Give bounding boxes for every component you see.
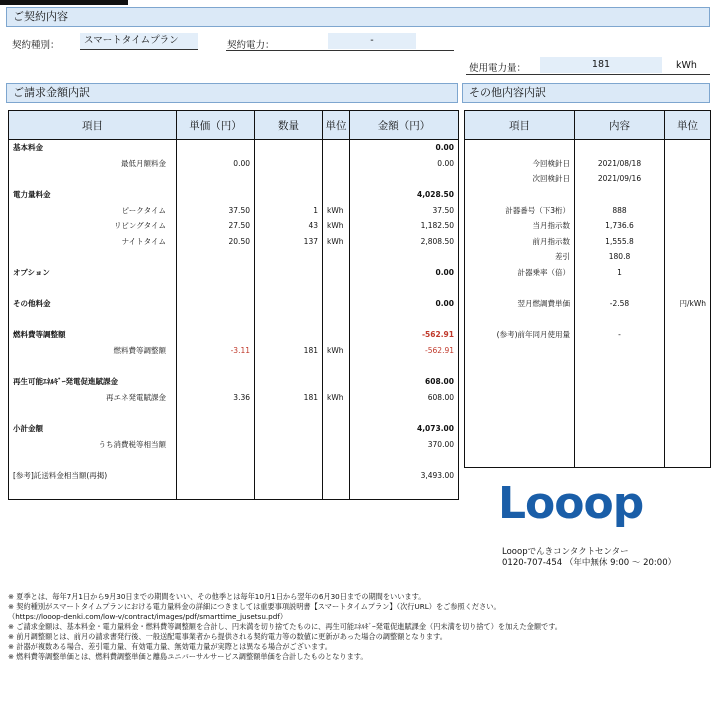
footnote-line: ※ 燃料費等調整単価とは、燃料費調整単価と離島ユニバーサルサービス調整額単価を合計したものとなります。	[8, 652, 368, 661]
billing-unit-cell	[323, 405, 350, 421]
footnote-line: ※ 契約種別がスマートタイムプランにおける電力量料金の詳細につきましては重要事項説明書【スマートタイムプラン】（次行URL）をご参照ください。	[8, 602, 501, 611]
other-unit-cell	[665, 280, 711, 296]
other-value-cell	[575, 436, 665, 452]
billing-unit-cell: kWh	[323, 218, 350, 234]
other-row	[465, 343, 711, 359]
other-col-value-header: 内容	[575, 111, 665, 140]
billing-amount-cell	[350, 249, 459, 265]
other-row	[465, 436, 711, 452]
billing-item-cell: ナイトタイム	[9, 234, 177, 250]
billing-amount-cell	[350, 452, 459, 468]
billing-header-row	[9, 111, 459, 140]
billing-row	[9, 312, 459, 328]
other-item-cell	[465, 421, 575, 437]
billing-table	[8, 110, 459, 500]
billing-item-cell: その他料金	[9, 296, 177, 312]
other-item-cell	[465, 405, 575, 421]
other-unit-cell	[665, 234, 711, 250]
other-row	[465, 358, 711, 374]
billing-row	[9, 483, 459, 499]
other-value-cell	[575, 421, 665, 437]
billing-price-cell: 27.50	[177, 218, 255, 234]
other-value-cell	[575, 374, 665, 390]
billing-qty-cell: 181	[255, 390, 323, 406]
billing-price-cell	[177, 327, 255, 343]
other-unit-cell: 円/kWh	[665, 296, 711, 312]
billing-amount-cell: 4,073.00	[350, 421, 459, 437]
other-unit-cell	[665, 312, 711, 328]
billing-price-cell: 20.50	[177, 234, 255, 250]
billing-item-cell: 基本料金	[9, 140, 177, 156]
other-item-cell	[465, 140, 575, 156]
contract-power-label: 契約電力：	[227, 40, 275, 51]
billing-item-cell: オプション	[9, 265, 177, 281]
billing-item-cell: うち消費税等相当額	[9, 436, 177, 452]
billing-unit-cell	[323, 249, 350, 265]
billing-unit-cell: kWh	[323, 390, 350, 406]
col-qty-header: 数量	[255, 111, 323, 140]
billing-unit-cell: kWh	[323, 343, 350, 359]
billing-amount-cell: 1,182.50	[350, 218, 459, 234]
other-header-row	[465, 111, 711, 140]
billing-price-cell: 0.00	[177, 156, 255, 172]
other-item-cell	[465, 280, 575, 296]
billing-qty-cell	[255, 312, 323, 328]
billing-qty-cell	[255, 296, 323, 312]
other-unit-cell	[665, 265, 711, 281]
other-row	[465, 390, 711, 406]
billing-qty-cell	[255, 467, 323, 483]
billing-amount-cell: 3,493.00	[350, 467, 459, 483]
other-row	[465, 234, 711, 250]
other-value-cell	[575, 358, 665, 374]
billing-qty-cell	[255, 187, 323, 203]
other-unit-cell	[665, 390, 711, 406]
billing-amount-cell	[350, 171, 459, 187]
billing-price-cell	[177, 467, 255, 483]
billing-qty-cell: 1	[255, 202, 323, 218]
billing-qty-cell	[255, 140, 323, 156]
billing-price-cell	[177, 452, 255, 468]
billing-price-cell	[177, 140, 255, 156]
billing-price-cell	[177, 171, 255, 187]
billing-qty-cell	[255, 171, 323, 187]
billing-amount-cell: 0.00	[350, 140, 459, 156]
other-value-cell: -	[575, 327, 665, 343]
other-value-cell: -2.58	[575, 296, 665, 312]
billing-row	[9, 218, 459, 234]
billing-price-cell	[177, 483, 255, 499]
billing-row	[9, 171, 459, 187]
billing-row	[9, 405, 459, 421]
other-value-cell: 888	[575, 202, 665, 218]
billing-qty-cell	[255, 358, 323, 374]
other-row	[465, 296, 711, 312]
billing-unit-cell	[323, 421, 350, 437]
billing-row	[9, 249, 459, 265]
other-table	[464, 110, 711, 468]
billing-price-cell: 3.36	[177, 390, 255, 406]
billing-unit-cell: kWh	[323, 202, 350, 218]
footnote-line: ※ 計器が複数ある場合、差引電力量、有効電力量、無効電力量が実際とは異なる場合がございます。	[8, 642, 332, 651]
other-unit-cell	[665, 202, 711, 218]
other-item-cell	[465, 187, 575, 203]
other-item-cell: 計器乗率（倍）	[465, 265, 575, 281]
billing-amount-cell: 0.00	[350, 156, 459, 172]
billing-amount-cell: 608.00	[350, 390, 459, 406]
other-unit-cell	[665, 405, 711, 421]
other-row	[465, 312, 711, 328]
billing-row	[9, 140, 459, 156]
other-item-cell: 当月指示数	[465, 218, 575, 234]
other-value-cell: 1	[575, 265, 665, 281]
billing-unit-cell	[323, 483, 350, 499]
billing-price-cell	[177, 358, 255, 374]
billing-item-cell: 最低月額料金	[9, 156, 177, 172]
other-item-cell: 前月指示数	[465, 234, 575, 250]
other-unit-cell	[665, 156, 711, 172]
billing-qty-cell	[255, 249, 323, 265]
billing-amount-cell: 0.00	[350, 296, 459, 312]
usage-value: 181	[540, 57, 662, 73]
billing-row	[9, 187, 459, 203]
other-item-cell	[465, 390, 575, 406]
billing-item-cell	[9, 171, 177, 187]
billing-row	[9, 296, 459, 312]
other-row	[465, 405, 711, 421]
billing-item-cell: 燃料費等調整額	[9, 327, 177, 343]
other-unit-cell	[665, 187, 711, 203]
contract-power-underline	[226, 49, 454, 51]
billing-amount-cell	[350, 358, 459, 374]
other-value-cell: 2021/08/18	[575, 156, 665, 172]
other-value-cell	[575, 187, 665, 203]
billing-price-cell: -3.11	[177, 343, 255, 359]
billing-price-cell: 37.50	[177, 202, 255, 218]
billing-price-cell	[177, 436, 255, 452]
billing-item-cell	[9, 358, 177, 374]
billing-item-cell: 小計金額	[9, 421, 177, 437]
contract-type-value: スマートタイムプラン	[80, 33, 198, 50]
other-row	[465, 171, 711, 187]
usage-label: 使用電力量：	[469, 63, 527, 74]
other-value-cell	[575, 140, 665, 156]
other-row	[465, 265, 711, 281]
other-value-cell	[575, 280, 665, 296]
billing-amount-cell	[350, 280, 459, 296]
billing-unit-cell	[323, 312, 350, 328]
contract-section-title: ご契約内容	[13, 10, 68, 23]
billing-unit-cell	[323, 327, 350, 343]
other-row	[465, 202, 711, 218]
billing-qty-cell	[255, 421, 323, 437]
billing-unit-cell	[323, 467, 350, 483]
billing-section-title: ご請求金額内訳	[13, 86, 90, 99]
other-item-cell	[465, 312, 575, 328]
billing-row	[9, 280, 459, 296]
billing-row	[9, 358, 459, 374]
billing-qty-cell	[255, 156, 323, 172]
other-unit-cell	[665, 171, 711, 187]
other-unit-cell	[665, 358, 711, 374]
billing-row	[9, 202, 459, 218]
billing-unit-cell	[323, 265, 350, 281]
other-unit-cell	[665, 374, 711, 390]
contract-type-label: 契約種別：	[12, 40, 60, 51]
other-value-cell: 1,555.8	[575, 234, 665, 250]
billing-qty-cell	[255, 405, 323, 421]
billing-row	[9, 452, 459, 468]
other-item-cell: 計器番号（下3桁）	[465, 202, 575, 218]
col-amount-header: 金額（円）	[350, 111, 459, 140]
other-row	[465, 452, 711, 468]
other-item-cell	[465, 436, 575, 452]
other-unit-cell	[665, 218, 711, 234]
billing-item-cell: 再エネ発電賦課金	[9, 390, 177, 406]
other-value-cell: 1,736.6	[575, 218, 665, 234]
other-value-cell	[575, 452, 665, 468]
billing-item-cell	[9, 312, 177, 328]
billing-qty-cell: 43	[255, 218, 323, 234]
billing-row	[9, 421, 459, 437]
col-unit-header: 単位	[323, 111, 350, 140]
billing-unit-cell	[323, 436, 350, 452]
other-item-cell	[465, 374, 575, 390]
billing-amount-cell: 0.00	[350, 265, 459, 281]
billing-amount-cell: -562.91	[350, 327, 459, 343]
billing-unit-cell: kWh	[323, 234, 350, 250]
billing-item-cell: [参考]託送料金相当額(再掲)	[9, 467, 177, 483]
other-item-cell: 今回検針日	[465, 156, 575, 172]
footnote-line: ※ 前月調整額とは、前月の請求書発行後、一般送配電事業者から提供される契約電力等の数値に更新があった場合の調整額となります。	[8, 632, 447, 641]
billing-price-cell	[177, 265, 255, 281]
contact-phone: 0120-707-454 （年中無休 9:00 ～ 20:00）	[502, 558, 677, 568]
other-unit-cell	[665, 343, 711, 359]
billing-qty-cell	[255, 374, 323, 390]
other-item-cell	[465, 452, 575, 468]
other-row	[465, 249, 711, 265]
footnote-line: ※ ご請求金額は、基本料金・電力量料金・燃料費等調整額を合計し、円未満を切り捨てたものに、再生可能ｴﾈﾙｷﾞｰ発電促進賦課金（円未満を切り捨て）を加えた金額です。	[8, 622, 562, 631]
billing-price-cell	[177, 374, 255, 390]
other-row	[465, 218, 711, 234]
other-row	[465, 327, 711, 343]
billing-item-cell: リビングタイム	[9, 218, 177, 234]
billing-amount-cell: 608.00	[350, 374, 459, 390]
billing-price-cell	[177, 187, 255, 203]
contract-section-header	[6, 7, 710, 27]
other-item-cell: 翌月燃調費単価	[465, 296, 575, 312]
billing-item-cell: 再生可能ｴﾈﾙｷﾞｰ発電促進賦課金	[9, 374, 177, 390]
other-item-cell: 差引	[465, 249, 575, 265]
billing-qty-cell	[255, 452, 323, 468]
billing-row	[9, 234, 459, 250]
other-value-cell: 2021/09/16	[575, 171, 665, 187]
billing-unit-cell	[323, 280, 350, 296]
billing-item-cell	[9, 280, 177, 296]
billing-row	[9, 156, 459, 172]
contract-power-value: -	[328, 33, 416, 49]
billing-price-cell	[177, 249, 255, 265]
other-row	[465, 140, 711, 156]
billing-amount-cell: -562.91	[350, 343, 459, 359]
other-item-cell: (参考)前年同月使用量	[465, 327, 575, 343]
footnote-line: ※ 夏季とは、毎年7月1日から9月30日までの期間をいい、その他季とは毎年10月1日から翌年の6月30日までの期間をいいます。	[8, 592, 426, 601]
billing-amount-cell: 2,808.50	[350, 234, 459, 250]
other-row	[465, 187, 711, 203]
other-unit-cell	[665, 436, 711, 452]
billing-amount-cell	[350, 312, 459, 328]
billing-row	[9, 390, 459, 406]
billing-amount-cell: 4,028.50	[350, 187, 459, 203]
billing-row	[9, 374, 459, 390]
billing-item-cell	[9, 405, 177, 421]
other-unit-cell	[665, 140, 711, 156]
billing-item-cell	[9, 452, 177, 468]
looop-logo: Looop	[498, 478, 644, 529]
billing-amount-cell	[350, 405, 459, 421]
billing-price-cell	[177, 421, 255, 437]
billing-item-cell	[9, 249, 177, 265]
other-item-cell	[465, 358, 575, 374]
billing-item-cell	[9, 483, 177, 499]
other-col-item-header: 項目	[465, 111, 575, 140]
other-value-cell: 180.8	[575, 249, 665, 265]
other-unit-cell	[665, 452, 711, 468]
billing-price-cell	[177, 296, 255, 312]
other-row	[465, 156, 711, 172]
contact-center-name: Looopでんきコンタクトセンター	[502, 547, 629, 557]
billing-qty-cell	[255, 327, 323, 343]
other-section-title: その他内容内訳	[469, 86, 546, 99]
billing-amount-cell: 37.50	[350, 202, 459, 218]
billing-unit-cell	[323, 187, 350, 203]
billing-qty-cell	[255, 483, 323, 499]
billing-row	[9, 436, 459, 452]
top-dark-bar	[0, 0, 128, 5]
other-item-cell	[465, 343, 575, 359]
usage-unit: kWh	[676, 60, 697, 71]
other-row	[465, 280, 711, 296]
other-row	[465, 374, 711, 390]
billing-unit-cell	[323, 374, 350, 390]
billing-qty-cell: 137	[255, 234, 323, 250]
other-section-header	[462, 83, 710, 103]
billing-amount-cell	[350, 483, 459, 499]
billing-price-cell	[177, 280, 255, 296]
billing-qty-cell	[255, 436, 323, 452]
billing-unit-cell	[323, 296, 350, 312]
footnote-line: （https://looop-denki.com/low-v/contract/images/pdf/smarttime_jusetsu.pdf）	[8, 612, 288, 621]
billing-qty-cell	[255, 265, 323, 281]
col-item-header: 項目	[9, 111, 177, 140]
footnotes	[8, 592, 714, 662]
billing-price-cell	[177, 312, 255, 328]
billing-qty-cell	[255, 280, 323, 296]
other-col-unit-header: 単位	[665, 111, 711, 140]
billing-section-header	[6, 83, 458, 103]
other-item-cell: 次回検針日	[465, 171, 575, 187]
other-value-cell	[575, 405, 665, 421]
col-price-header: 単価（円）	[177, 111, 255, 140]
billing-unit-cell	[323, 171, 350, 187]
billing-price-cell	[177, 405, 255, 421]
usage-underline	[466, 74, 710, 75]
billing-row	[9, 467, 459, 483]
other-unit-cell	[665, 327, 711, 343]
billing-row	[9, 343, 459, 359]
billing-unit-cell	[323, 452, 350, 468]
billing-item-cell: 燃料費等調整額	[9, 343, 177, 359]
billing-unit-cell	[323, 156, 350, 172]
other-unit-cell	[665, 249, 711, 265]
other-row	[465, 421, 711, 437]
billing-item-cell: 電力量料金	[9, 187, 177, 203]
billing-row	[9, 327, 459, 343]
other-value-cell	[575, 312, 665, 328]
billing-qty-cell: 181	[255, 343, 323, 359]
billing-unit-cell	[323, 358, 350, 374]
billing-row	[9, 265, 459, 281]
other-value-cell	[575, 343, 665, 359]
other-value-cell	[575, 390, 665, 406]
billing-item-cell: ピークタイム	[9, 202, 177, 218]
other-unit-cell	[665, 421, 711, 437]
billing-amount-cell: 370.00	[350, 436, 459, 452]
billing-unit-cell	[323, 140, 350, 156]
